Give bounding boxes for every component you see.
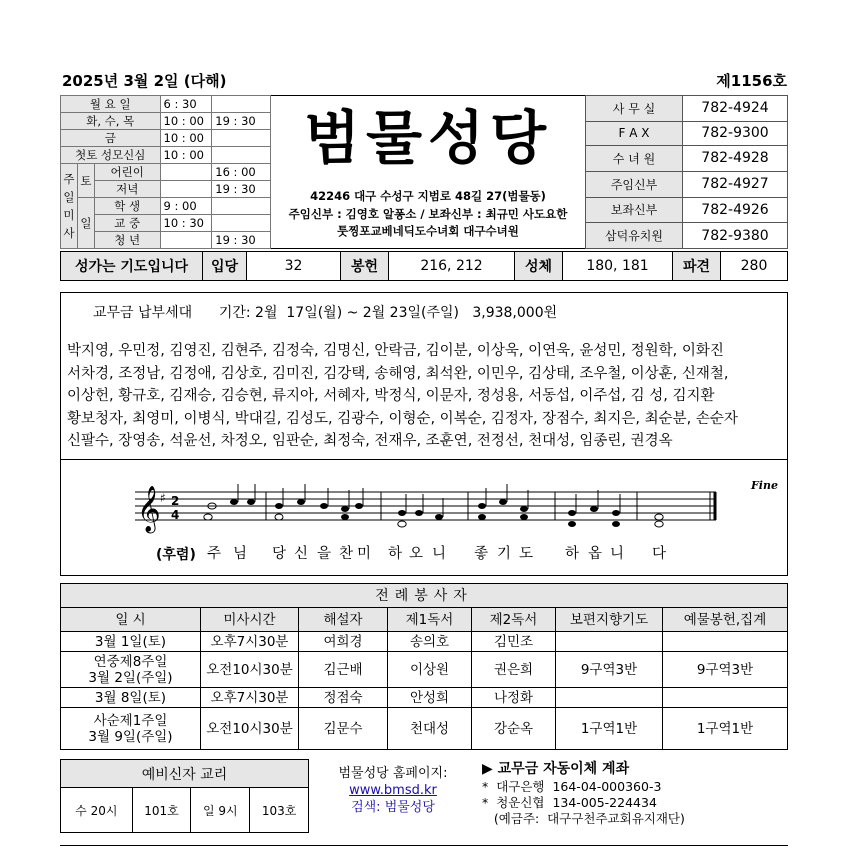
mass-time — [160, 181, 212, 198]
lyric-syllable: 하 — [388, 546, 403, 562]
mass-day-label: 저녁 — [94, 181, 160, 198]
cell-reading2: 권은희 — [472, 652, 556, 688]
mass-time: 10 : 30 — [160, 215, 212, 232]
mass-schedule-table — [60, 95, 271, 249]
mass-row-first-saturday — [61, 147, 271, 164]
mass-row-sat-children — [61, 164, 271, 181]
sunday-mass-vertical-label: 주 일 미 사 — [61, 164, 78, 249]
cell-reading1: 천대성 — [388, 708, 472, 750]
cell-offertory — [663, 632, 788, 652]
catechism-cell: 101호 — [132, 788, 191, 833]
saturday-label: 토 — [77, 164, 94, 198]
cell-time: 오전10시30분 — [201, 708, 299, 750]
lyric-syllable: 도 — [519, 546, 534, 562]
time-sig-bottom: 4 — [171, 508, 180, 522]
mass-day-label: 금 — [61, 130, 161, 147]
mass-time — [212, 215, 271, 232]
lyric-syllable: 니 — [610, 546, 625, 562]
liturgy-caption: 전례봉사자 — [61, 584, 788, 608]
website-search: 검색: 범물성당 — [351, 800, 435, 815]
catechism-cell: 일 9시 — [191, 788, 250, 833]
contact-label: 사 무 실 — [586, 96, 683, 122]
col-header: 제2독서 — [472, 608, 556, 632]
names-line: 서차경, 조정남, 김정애, 김상호, 김미진, 김강택, 송해영, 최석완, 이민우, 김상태, 조우철, 이상훈, 신재철, — [67, 365, 729, 382]
entrance-hymn-number: 32 — [247, 252, 341, 281]
lyric-syllable: 님 — [233, 546, 248, 562]
lyric-syllable: 옵 — [588, 546, 603, 562]
lyric-syllable: 미 — [357, 546, 372, 562]
cell-date: 3월 1일(토) — [61, 632, 201, 652]
contact-number: 782-9380 — [683, 223, 788, 249]
mass-row-weekday — [61, 113, 271, 130]
cell-commentator: 여희경 — [299, 632, 388, 652]
lyric-syllable: 좋 — [474, 546, 489, 562]
col-header: 제1독서 — [388, 608, 472, 632]
website-info — [316, 765, 470, 816]
dues-heading — [93, 302, 557, 322]
dues-names-list — [67, 340, 738, 453]
fine-marking: Fine — [751, 479, 778, 492]
mass-day-label: 첫토 성모신심 — [61, 147, 161, 164]
lyric-syllable: 니 — [432, 546, 447, 562]
cell-reading2: 강순옥 — [472, 708, 556, 750]
contact-label: 수 녀 원 — [586, 146, 683, 172]
contact-number: 782-4928 — [683, 146, 788, 172]
sharp-icon: ♯ — [160, 491, 166, 505]
issue-number: 제1156호 — [716, 72, 787, 90]
cell-prayer — [556, 688, 663, 708]
lyric-syllable: 오 — [409, 546, 424, 562]
lyric-syllable: 기 — [497, 546, 512, 562]
parish-name: 범물성당 — [303, 104, 553, 172]
account-line: (예금주: 대구구천주교회유지재단) — [482, 811, 685, 826]
recessional-hymn-label: 파견 — [673, 252, 721, 281]
mass-row-friday — [61, 130, 271, 147]
cell-commentator: 정점숙 — [299, 688, 388, 708]
cell-offertory: 1구역1반 — [663, 708, 788, 750]
cell-reading1: 송의호 — [388, 632, 472, 652]
col-header: 해설자 — [299, 608, 388, 632]
col-header: 예물봉헌,집계 — [663, 608, 788, 632]
cell-offertory — [663, 688, 788, 708]
mass-row-sun-students — [61, 198, 271, 215]
mass-time: 19 : 30 — [212, 113, 271, 130]
mass-time: 16 : 00 — [212, 164, 271, 181]
catechism-cell: 103호 — [250, 788, 309, 833]
refrain-music-box — [60, 460, 788, 576]
communion-hymn-number: 180, 181 — [563, 252, 673, 281]
lyric-syllable: 을 — [317, 546, 332, 562]
parish-sisters: 툿찡포교베네딕도수녀회 대구수녀원 — [337, 224, 519, 238]
contact-number: 782-4926 — [683, 197, 788, 223]
mass-time — [160, 232, 212, 249]
bulletin-date: 2025년 3월 2일 (다해) — [62, 72, 227, 90]
recessional-hymn-number: 280 — [721, 252, 788, 281]
dues-title: 교무금 납부세대 — [93, 305, 193, 321]
time-sig-top: 2 — [171, 494, 180, 508]
contact-number: 782-4927 — [683, 171, 788, 197]
cell-prayer — [556, 632, 663, 652]
cell-offertory: 9구역3반 — [663, 652, 788, 688]
table-row — [61, 708, 788, 750]
website-label: 범물성당 홈페이지: — [338, 766, 448, 781]
parish-address: 42246 대구 수성구 지범로 48길 27(범물동) — [310, 189, 546, 203]
mass-day-label: 교 중 — [94, 215, 160, 232]
website-link[interactable]: www.bmsd.kr — [349, 783, 437, 798]
communion-hymn-label: 성체 — [515, 252, 563, 281]
lyric-syllable: 당 — [272, 546, 287, 562]
mass-time — [212, 130, 271, 147]
bottom-rule — [60, 845, 788, 846]
mass-time: 10 : 00 — [160, 147, 212, 164]
mass-time: 6 : 30 — [160, 96, 212, 113]
cell-commentator: 김문수 — [299, 708, 388, 750]
catechism-title: 예비신자 교리 — [61, 760, 309, 788]
lyric-syllable: 주 — [207, 546, 222, 562]
catechism-cell: 수 20시 — [61, 788, 133, 833]
accounts-title: ▶ 교무금 자동이체 계좌 — [482, 761, 630, 777]
col-header: 보편지향기도 — [556, 608, 663, 632]
parish-title-block — [271, 95, 585, 249]
lyric-syllable: 찬 — [339, 546, 354, 562]
cell-prayer: 9구역3반 — [556, 652, 663, 688]
mass-time: 19 : 30 — [212, 232, 271, 249]
cell-reading2: 김민조 — [472, 632, 556, 652]
cell-reading1: 이상원 — [388, 652, 472, 688]
names-line: 이상헌, 황규호, 김재승, 김승현, 류지아, 서혜자, 박정식, 이문자, 정성용, 서동섭, 이주섭, 김 성, 김지환 — [67, 388, 715, 404]
names-line: 신팔수, 장영송, 석윤선, 차정오, 임판순, 최정숙, 전재우, 조훈연, 전정선, 천대성, 임종린, 권경옥 — [67, 433, 673, 449]
mass-time — [212, 96, 271, 113]
parish-dues-box — [60, 292, 788, 460]
cell-date: 연중제8주일 3월 2일(주일) — [61, 652, 201, 688]
cell-date: 사순제1주일 3월 9일(주일) — [61, 708, 201, 750]
mass-time — [160, 164, 212, 181]
contact-number: 782-4924 — [683, 96, 788, 122]
contact-label: F A X — [586, 121, 683, 145]
col-header: 미사시간 — [201, 608, 299, 632]
dues-period: 기간: 2월 17일(월) ~ 2월 23일(주일) — [218, 305, 459, 321]
cell-commentator: 김근배 — [299, 652, 388, 688]
cell-prayer: 1구역1반 — [556, 708, 663, 750]
cell-date: 3월 8일(토) — [61, 688, 201, 708]
cell-reading2: 나정화 — [472, 688, 556, 708]
account-line: * 청운신협 134-005-224434 — [482, 795, 657, 810]
offertory-hymn-label: 봉헌 — [341, 252, 389, 281]
liturgy-ministers-table — [60, 583, 788, 750]
mass-time: 10 : 00 — [160, 113, 212, 130]
mass-day-label: 어린이 — [94, 164, 160, 181]
lyric-syllable: 하 — [565, 546, 580, 562]
cell-time: 오후7시30분 — [201, 632, 299, 652]
cell-reading1: 안성희 — [388, 688, 472, 708]
names-line: 황보청자, 최영미, 이병식, 박대길, 김성도, 김광수, 이형순, 이복순, 김정자, 장점수, 최지은, 최순분, 손순자 — [67, 410, 738, 427]
table-row — [61, 688, 788, 708]
catechism-table — [60, 759, 309, 833]
mass-day-label: 청 년 — [94, 232, 160, 249]
mass-time: 10 : 00 — [160, 130, 212, 147]
dues-amount: 3,938,000원 — [472, 305, 558, 321]
mass-day-label: 학 생 — [94, 198, 160, 215]
contact-number: 782-9300 — [683, 121, 788, 145]
account-line: * 대구은행 164-04-000360-3 — [482, 779, 662, 794]
auto-transfer-accounts — [482, 761, 788, 827]
cell-time: 오후7시30분 — [201, 688, 299, 708]
contact-label: 주임신부 — [586, 171, 683, 197]
lyric-syllable: 신 — [294, 546, 309, 562]
parish-info — [271, 188, 585, 241]
refrain-label: (후렴) — [156, 547, 196, 563]
treble-clef-icon: 𝄞 — [137, 486, 161, 532]
contacts-table — [585, 95, 788, 249]
sunday-label: 일 — [77, 198, 94, 249]
names-line: 박지영, 우민정, 김영진, 김현주, 김정숙, 김명신, 안락금, 김이분, 이상욱, 이연욱, 윤성민, 정원학, 이화진 — [67, 343, 724, 359]
mass-time — [212, 198, 271, 215]
mass-day-label: 화, 수, 목 — [61, 113, 161, 130]
entrance-hymn-label: 입당 — [203, 252, 247, 281]
lyric-syllable: 다 — [652, 546, 667, 562]
hymn-numbers-table — [60, 251, 788, 281]
mass-time: 9 : 00 — [160, 198, 212, 215]
contact-label: 삼덕유치원 — [586, 223, 683, 249]
music-staff — [61, 460, 789, 540]
contact-label: 보좌신부 — [586, 197, 683, 223]
hymn-slogan: 성가는 기도입니다 — [61, 252, 203, 281]
cell-time: 오전10시30분 — [201, 652, 299, 688]
mass-time — [212, 147, 271, 164]
parish-priests: 주임신부 : 김영호 알퐁소 / 보좌신부 : 최규민 사도요한 — [288, 206, 568, 221]
mass-day-label: 월 요 일 — [61, 96, 161, 113]
table-row — [61, 632, 788, 652]
mass-row-monday — [61, 96, 271, 113]
mass-time: 19 : 30 — [212, 181, 271, 198]
table-row — [61, 652, 788, 688]
offertory-hymn-number: 216, 212 — [389, 252, 515, 281]
col-header: 일 시 — [61, 608, 201, 632]
